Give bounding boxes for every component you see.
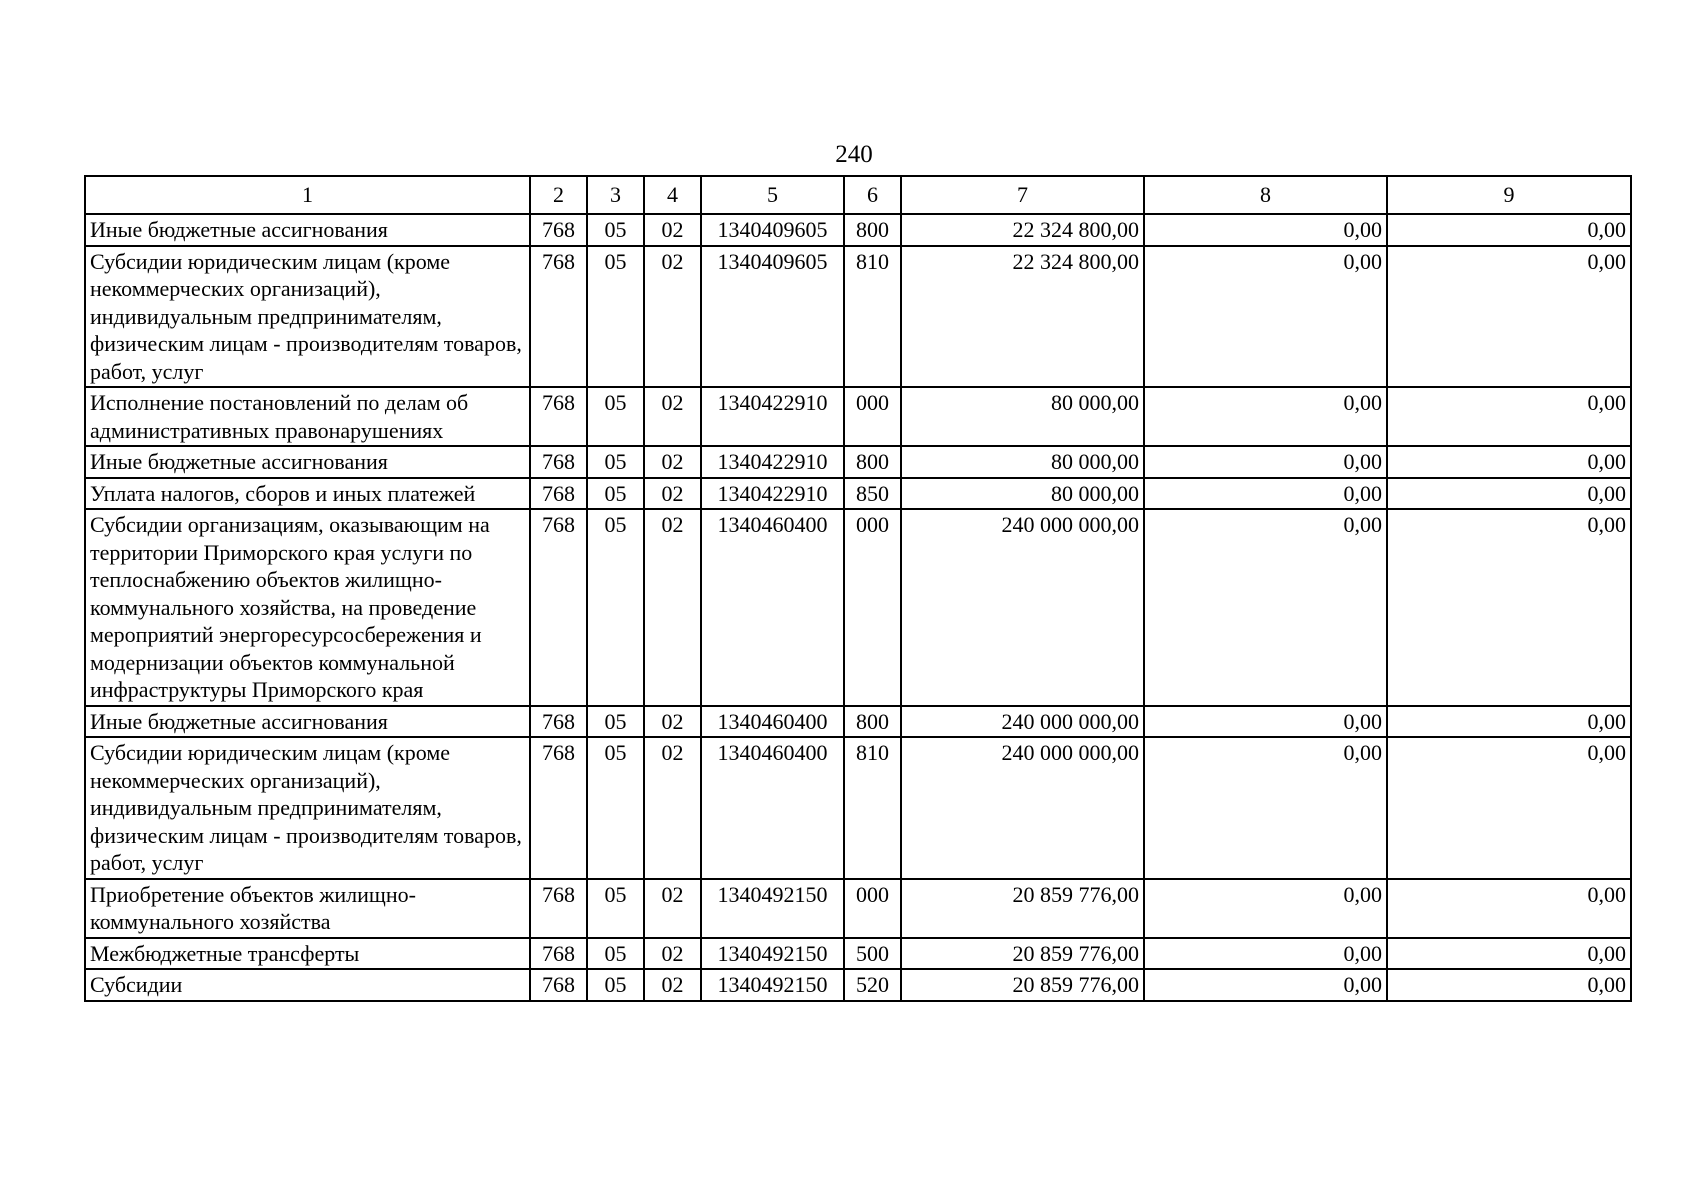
- amount-cell: 0,00: [1387, 387, 1631, 446]
- code-cell: 05: [587, 938, 644, 970]
- row-name: Иные бюджетные ассигнования: [85, 214, 530, 246]
- code-cell: 768: [530, 969, 587, 1001]
- code-cell: 810: [844, 246, 901, 388]
- row-name: Иные бюджетные ассигнования: [85, 706, 530, 738]
- column-number-header-row: [85, 176, 1631, 214]
- code-cell: 05: [587, 478, 644, 510]
- column-header: 5: [701, 176, 844, 214]
- amount-cell: 22 324 800,00: [901, 246, 1144, 388]
- code-cell: 520: [844, 969, 901, 1001]
- amount-cell: 80 000,00: [901, 478, 1144, 510]
- table-row: [85, 879, 1631, 938]
- column-header: 3: [587, 176, 644, 214]
- table-row: [85, 446, 1631, 478]
- code-cell: 05: [587, 737, 644, 879]
- code-cell: 800: [844, 214, 901, 246]
- amount-cell: 0,00: [1387, 246, 1631, 388]
- amount-cell: 80 000,00: [901, 446, 1144, 478]
- code-cell: 02: [644, 478, 701, 510]
- column-header: 9: [1387, 176, 1631, 214]
- amount-cell: 0,00: [1387, 478, 1631, 510]
- amount-cell: 0,00: [1144, 246, 1387, 388]
- code-cell: 1340409605: [701, 246, 844, 388]
- code-cell: 1340460400: [701, 706, 844, 738]
- table-row: [85, 387, 1631, 446]
- table-row: [85, 214, 1631, 246]
- code-cell: 02: [644, 509, 701, 706]
- amount-cell: 0,00: [1144, 387, 1387, 446]
- amount-cell: 0,00: [1144, 706, 1387, 738]
- amount-cell: 240 000 000,00: [901, 737, 1144, 879]
- code-cell: 768: [530, 509, 587, 706]
- code-cell: 768: [530, 879, 587, 938]
- code-cell: 02: [644, 879, 701, 938]
- code-cell: 02: [644, 969, 701, 1001]
- code-cell: 1340492150: [701, 879, 844, 938]
- amount-cell: 22 324 800,00: [901, 214, 1144, 246]
- amount-cell: 240 000 000,00: [901, 509, 1144, 706]
- row-name: Субсидии организациям, оказывающим на территории Приморского края услуги по теплоснабжению объектов жилищно-коммунального хозяйства, на проведение мероприятий энергоресурсосбережения и модернизации объектов коммунальной инфраструктуры Приморского края: [85, 509, 530, 706]
- code-cell: 05: [587, 879, 644, 938]
- code-cell: 05: [587, 706, 644, 738]
- code-cell: 000: [844, 879, 901, 938]
- code-cell: 1340492150: [701, 969, 844, 1001]
- column-header: 2: [530, 176, 587, 214]
- row-name: Приобретение объектов жилищно-коммунального хозяйства: [85, 879, 530, 938]
- code-cell: 05: [587, 387, 644, 446]
- row-name: Субсидии юридическим лицам (кроме некоммерческих организаций), индивидуальным предпринимателям, физическим лицам - производителям товаров, работ, услуг: [85, 246, 530, 388]
- amount-cell: 0,00: [1387, 969, 1631, 1001]
- table-row: [85, 737, 1631, 879]
- code-cell: 768: [530, 387, 587, 446]
- code-cell: 800: [844, 446, 901, 478]
- row-name: Субсидии: [85, 969, 530, 1001]
- code-cell: 02: [644, 737, 701, 879]
- code-cell: 1340422910: [701, 387, 844, 446]
- code-cell: 1340409605: [701, 214, 844, 246]
- amount-cell: 0,00: [1387, 737, 1631, 879]
- amount-cell: 240 000 000,00: [901, 706, 1144, 738]
- budget-table: [84, 175, 1632, 1002]
- table-row: [85, 938, 1631, 970]
- table-row: [85, 478, 1631, 510]
- code-cell: 800: [844, 706, 901, 738]
- code-cell: 500: [844, 938, 901, 970]
- code-cell: 02: [644, 706, 701, 738]
- table-row: [85, 969, 1631, 1001]
- code-cell: 000: [844, 509, 901, 706]
- amount-cell: 0,00: [1144, 879, 1387, 938]
- amount-cell: 0,00: [1387, 214, 1631, 246]
- column-header: 6: [844, 176, 901, 214]
- amount-cell: 0,00: [1144, 446, 1387, 478]
- amount-cell: 0,00: [1387, 446, 1631, 478]
- code-cell: 768: [530, 706, 587, 738]
- code-cell: 02: [644, 387, 701, 446]
- amount-cell: 0,00: [1144, 478, 1387, 510]
- amount-cell: 20 859 776,00: [901, 879, 1144, 938]
- column-header: 1: [85, 176, 530, 214]
- code-cell: 1340422910: [701, 478, 844, 510]
- amount-cell: 20 859 776,00: [901, 938, 1144, 970]
- page-number: 240: [835, 141, 873, 168]
- code-cell: 02: [644, 246, 701, 388]
- code-cell: 768: [530, 214, 587, 246]
- code-cell: 000: [844, 387, 901, 446]
- code-cell: 768: [530, 938, 587, 970]
- code-cell: 05: [587, 446, 644, 478]
- code-cell: 768: [530, 478, 587, 510]
- amount-cell: 0,00: [1387, 938, 1631, 970]
- code-cell: 05: [587, 246, 644, 388]
- amount-cell: 20 859 776,00: [901, 969, 1144, 1001]
- table-row: [85, 509, 1631, 706]
- code-cell: 02: [644, 938, 701, 970]
- code-cell: 768: [530, 446, 587, 478]
- amount-cell: 0,00: [1144, 509, 1387, 706]
- amount-cell: 0,00: [1387, 509, 1631, 706]
- code-cell: 02: [644, 446, 701, 478]
- code-cell: 768: [530, 737, 587, 879]
- code-cell: 850: [844, 478, 901, 510]
- amount-cell: 0,00: [1387, 706, 1631, 738]
- amount-cell: 0,00: [1144, 737, 1387, 879]
- table-row: [85, 706, 1631, 738]
- code-cell: 1340492150: [701, 938, 844, 970]
- row-name: Уплата налогов, сборов и иных платежей: [85, 478, 530, 510]
- column-header: 8: [1144, 176, 1387, 214]
- code-cell: 05: [587, 509, 644, 706]
- code-cell: 810: [844, 737, 901, 879]
- table-body: [85, 214, 1631, 1001]
- code-cell: 02: [644, 214, 701, 246]
- row-name: Иные бюджетные ассигнования: [85, 446, 530, 478]
- row-name: Исполнение постановлений по делам об административных правонарушениях: [85, 387, 530, 446]
- amount-cell: 0,00: [1144, 969, 1387, 1001]
- column-header: 4: [644, 176, 701, 214]
- code-cell: 05: [587, 214, 644, 246]
- code-cell: 1340460400: [701, 509, 844, 706]
- amount-cell: 0,00: [1387, 879, 1631, 938]
- code-cell: 1340422910: [701, 446, 844, 478]
- code-cell: 768: [530, 246, 587, 388]
- column-header: 7: [901, 176, 1144, 214]
- row-name: Межбюджетные трансферты: [85, 938, 530, 970]
- row-name: Субсидии юридическим лицам (кроме некоммерческих организаций), индивидуальным предпринимателям, физическим лицам - производителям товаров, работ, услуг: [85, 737, 530, 879]
- code-cell: 1340460400: [701, 737, 844, 879]
- amount-cell: 0,00: [1144, 938, 1387, 970]
- amount-cell: 0,00: [1144, 214, 1387, 246]
- table-row: [85, 246, 1631, 388]
- amount-cell: 80 000,00: [901, 387, 1144, 446]
- code-cell: 05: [587, 969, 644, 1001]
